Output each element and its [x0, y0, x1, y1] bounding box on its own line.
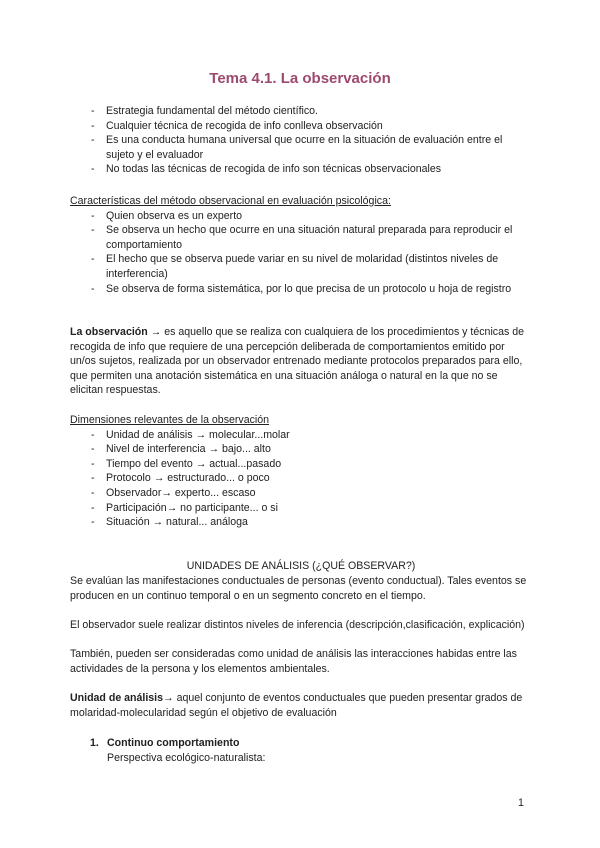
list-item: - Participación→ no participante... o si [70, 501, 532, 516]
list-item: - Nivel de interferencia → bajo... alto [70, 442, 532, 457]
page-title: Tema 4.1. La observación [209, 70, 391, 87]
definition-term: Unidad de análisis [70, 692, 164, 704]
list-item: - Es una conducta humana universal que ocurre en la situación de evaluación entre el sujeto y el evaluador [70, 133, 532, 162]
page-number: 1 [518, 797, 524, 809]
section-heading: Características del método observacional en evaluación psicológica: [70, 195, 391, 207]
unidades-heading: UNIDADES DE ANÁLISIS (¿QUÉ OBSERVAR?) [186, 560, 416, 572]
unidades-p2: El observador suele realizar distintos niveles de inferencia (descripción,clasificación, explicación) [70, 619, 525, 631]
unidad-definicion [70, 691, 532, 720]
section-heading: Dimensiones relevantes de la observación [70, 414, 270, 426]
intro-list [70, 104, 532, 177]
list-item: - Se observa un hecho que ocurre en una situación natural preparada para reproducir el comportamiento [70, 223, 532, 252]
list-item: - Protocolo → estructurado... o poco [70, 471, 532, 486]
unidades-p3: También, pueden ser consideradas como unidad de análisis las interacciones habidas entre las actividades de la persona y los elementos ambientales. [70, 648, 517, 675]
dimensiones-list [70, 428, 532, 530]
list-item: - Cualquier técnica de recogida de info conlleva observación [70, 119, 532, 134]
list-item: - Observador→ experto... escaso [70, 486, 532, 501]
unidades-p1: Se evalúan las manifestaciones conductuales de personas (evento conductual). Tales eventos se producen en un continuo temporal o en un segmento concreto en el tiempo. [70, 575, 527, 602]
caracteristicas-list [70, 209, 532, 297]
list-item: - Unidad de análisis → molecular...molar [70, 428, 532, 443]
caracteristicas-section [70, 194, 532, 296]
list-item: - Se observa de forma sistemática, por lo que precisa de un protocolo u hoja de registro [70, 282, 532, 297]
numbered-item-sub: Perspectiva ecológico-naturalista: [107, 752, 266, 764]
dimensiones-section [70, 413, 532, 530]
definicion-paragraph [70, 325, 532, 398]
numbered-item-heading: Continuo comportamiento [107, 737, 240, 749]
definition-text: → es aquello que se realiza con cualquiera de los procedimientos y técnicas de recogida de info que requiere de una percepción deliberada de comportamientos emitido por un/os sujetos, realizada por un observador entrenado mediante protocolos preparados para ello, que permiten una anotación sistemática en una situación análoga o natural en la que no se elicitan respuestas. [70, 326, 525, 397]
definition-term: La observación [70, 326, 148, 338]
intro-list-block [70, 104, 532, 177]
list-item: - Tiempo del evento → actual...pasado [70, 457, 532, 472]
numbered-item-number: 1. [90, 737, 99, 749]
list-item: - Quien observa es un experto [70, 209, 532, 224]
list-item: - El hecho que se observa puede variar en su nivel de molaridad (distintos niveles de interferencia) [70, 252, 532, 281]
list-item: - Situación → natural... análoga [70, 515, 532, 530]
definition-text: → aquel conjunto de eventos conductuales que pueden presentar grados de molaridad-molecularidad según el objetivo de evaluación [70, 692, 523, 719]
list-item: - Estrategia fundamental del método científico. [70, 104, 532, 119]
list-item: - No todas las técnicas de recogida de info son técnicas observacionales [70, 162, 532, 177]
